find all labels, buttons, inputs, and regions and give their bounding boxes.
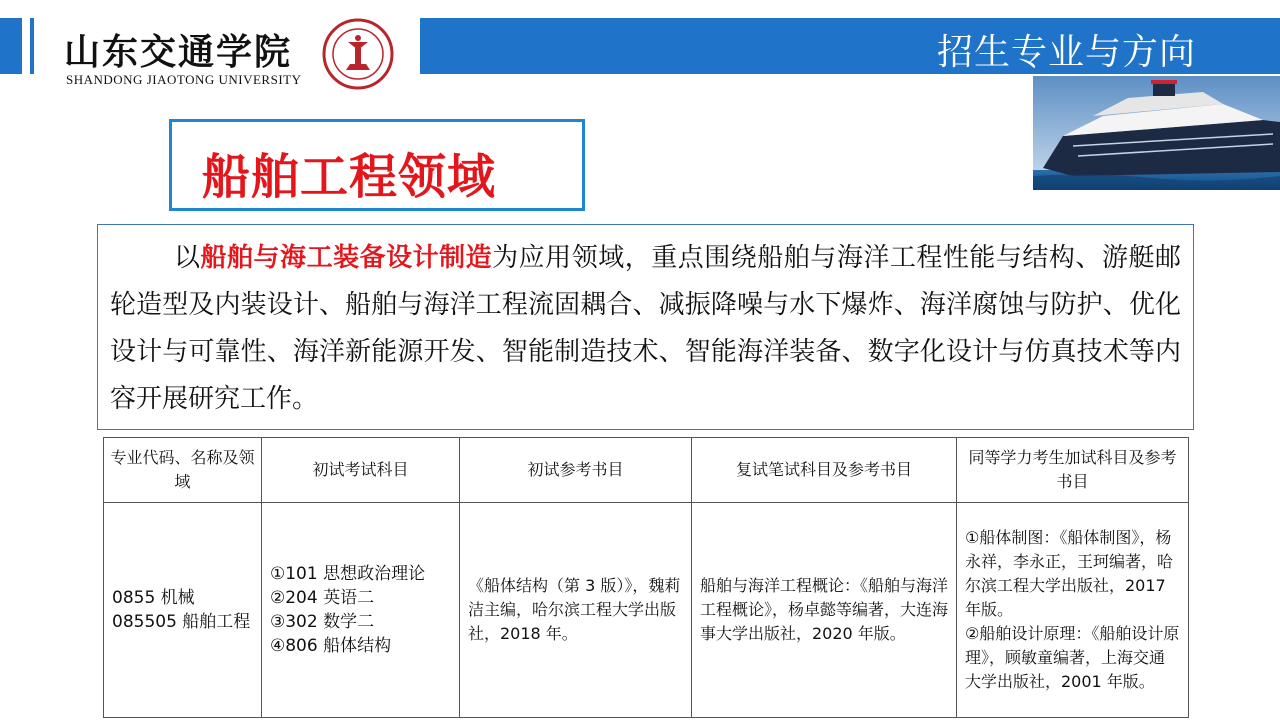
description-text [110,235,1181,423]
cruise-ship-image [1033,76,1280,190]
exam-item: ②204 英语二 [270,588,375,608]
extra-item: ②船舶设计原理：《船舶设计原理》，顾敏童编著，上海交通大学出版社，2001 年版。 [965,624,1180,691]
desc-rest: 为应用领域，重点围绕船舶与海洋工程性能与结构、游艇邮轮造型及内装设计、船舶与海洋工程流固耦合、减振降噪与水下爆炸、海洋腐蚀与防护、优化设计与可靠性、海洋新能源开发、智能制造技术、智能海洋装备、数字化设计与仿真技术等内容开展研究工作。 [110,243,1181,414]
table-row [104,503,1189,718]
exam-item: ④806 船体结构 [270,636,392,656]
major-field: 085505 船舶工程 [112,612,251,632]
section-title: 招生专业与方向 [936,32,1196,73]
header-exams: 初试考试科目 [262,438,460,503]
header-ref-books: 初试参考书目 [460,438,692,503]
cell-ref-books: 《船体结构（第 3 版）》，魏莉洁主编，哈尔滨工程大学出版社，2018 年。 [460,503,692,718]
field-title-box [169,119,585,211]
desc-prefix: 以 [174,243,201,273]
cell-extra [957,503,1189,718]
field-title: 船舶工程领域 [202,149,497,205]
left-accent-bar [0,18,22,74]
header-major: 专业代码、名称及领域 [104,438,262,503]
table-header-row [104,438,1189,503]
header-band [420,18,1280,74]
cell-major [104,503,262,718]
desc-highlight: 船舶与海工装备设计制造 [200,243,493,273]
cell-retest: 船舶与海洋工程概论：《船舶与海洋工程概论》，杨卓懿等编著，大连海事大学出版社，2020 年版。 [692,503,957,718]
header-retest: 复试笔试科目及参考书目 [692,438,957,503]
extra-item: ①船体制图：《船体制图》，杨永祥，李永正，王珂编著，哈尔滨工程大学出版社，2017 年版。 [965,528,1174,619]
header-extra: 同等学力考生加试科目及参考书目 [957,438,1189,503]
admission-table [103,437,1189,718]
major-code: 0855 机械 [112,588,195,608]
exam-item: ①101 思想政治理论 [270,564,426,584]
university-logo-en: SHANDONG JIAOTONG UNIVERSITY [66,72,302,87]
university-logo-cn: 山东交通学院 [64,31,293,73]
description-box [97,224,1194,430]
exam-item: ③302 数学二 [270,612,375,632]
university-seal-icon [322,18,394,90]
left-accent-line [30,18,34,74]
cell-exams [262,503,460,718]
